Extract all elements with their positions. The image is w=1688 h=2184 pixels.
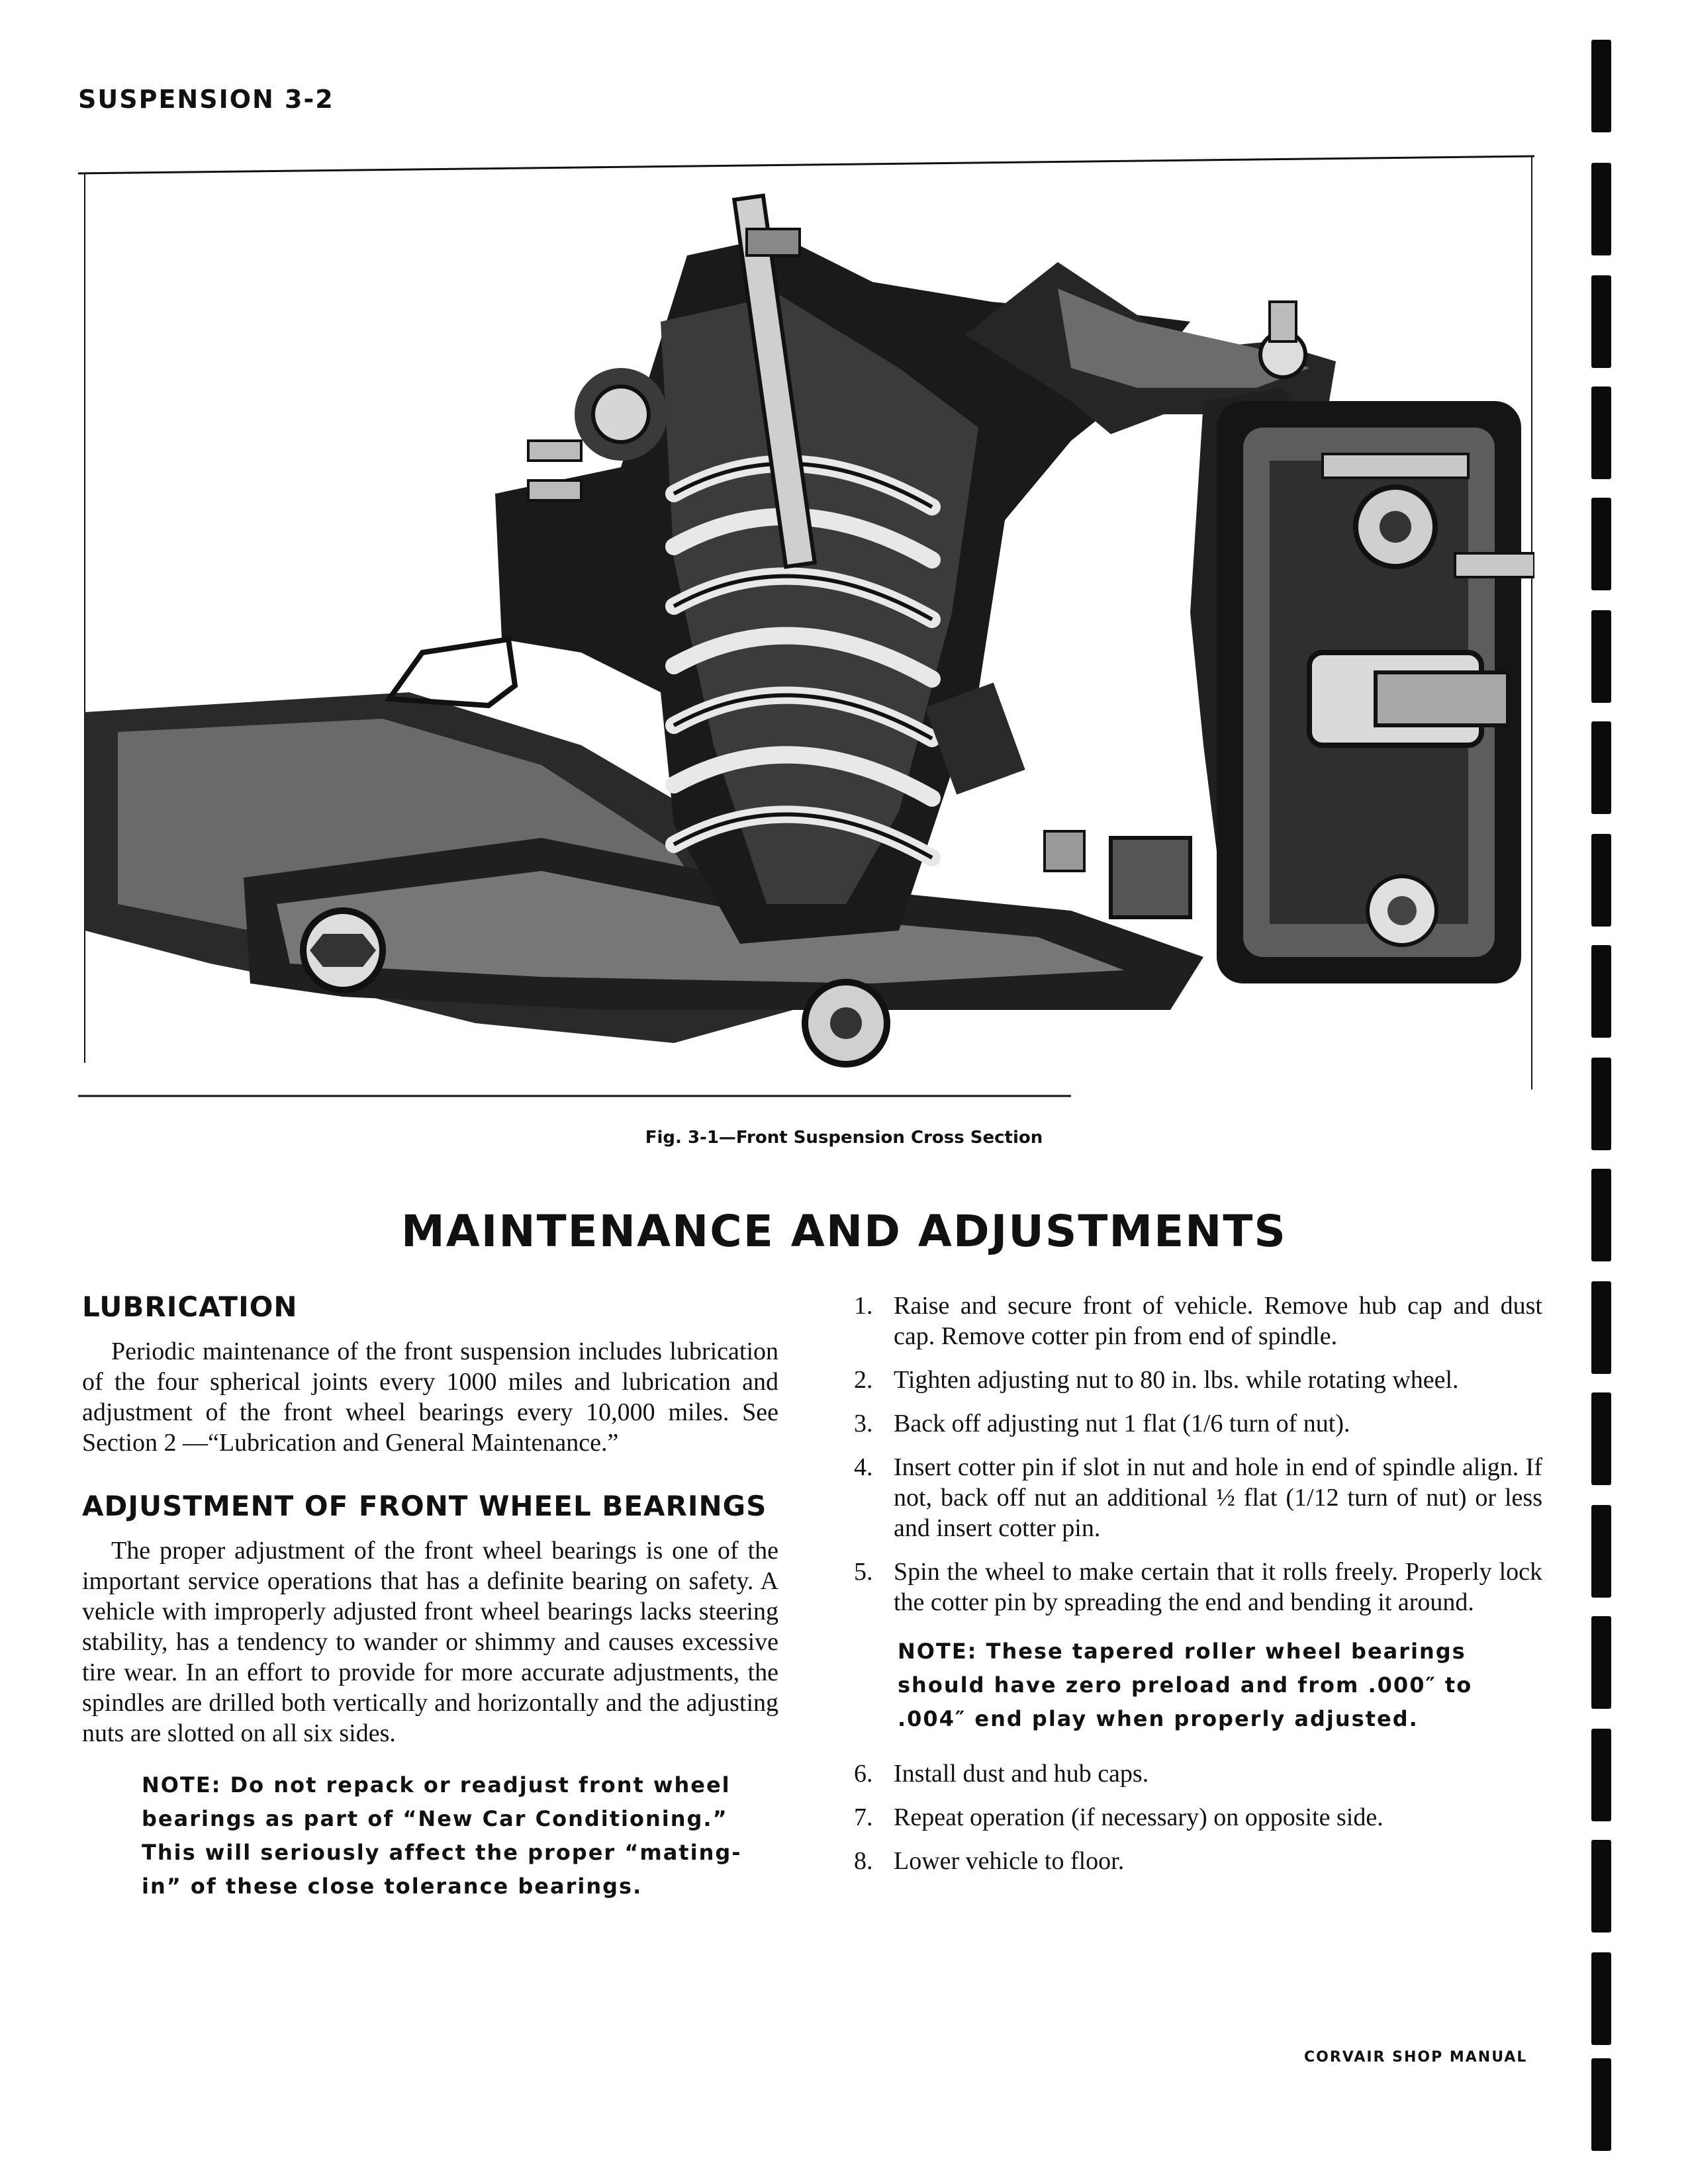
running-head: SUSPENSION 3-2 [78, 85, 334, 114]
section-title: MAINTENANCE AND ADJUSTMENTS [401, 1206, 1287, 1257]
list-item: 2. Tighten adjusting nut to 80 in. lbs. while rotating wheel. [854, 1366, 1459, 1394]
lubrication-heading: LUBRICATION [82, 1291, 298, 1323]
left-column [82, 1291, 778, 1903]
list-item: 5. Spin the wheel to make certain that it rolls freely. Properly lock the cotter pin by spreading the end and bending it around. [854, 1558, 1542, 1616]
right-column [854, 1291, 1542, 1889]
list-item: 4. Insert cotter pin if slot in nut and hole in end of spindle align. If not, back off nut an additional ½ flat (1/12 turn of nut) or less and insert cotter pin. [854, 1453, 1542, 1542]
index-tab-marks [1591, 40, 1614, 2144]
lubrication-paragraph: Periodic maintenance of the front suspension includes lubrication of the four spherical joints every 1000 miles and lubrication and adjustment of the front wheel bearings every 10,000 miles. See Section 2 —“Lubrication and General Maintenance.” [82, 1338, 778, 1457]
list-item: 7. Repeat operation (if necessary) on opposite side. [854, 1803, 1383, 1831]
front-suspension-cross-section-illustration [78, 150, 1534, 1103]
bearing-adjustment-paragraph: The proper adjustment of the front wheel bearings is one of the important service operations that has a definite bearing on safety. A vehicle with improperly adjusted front wheel bearings lacks steering stability, has a tendency to wander or shimmy and causes excessive tire wear. In an effort to provide for more accurate adjustments, the spindles are drilled both vertically and horizontally and the adjusting nuts are slotted on all six sides. [82, 1537, 778, 1747]
front-suspension-figure [78, 150, 1534, 1103]
end-play-note: NOTE: These tapered roller wheel bearings should have zero preload and from .000″ to .004″ end play when properly adjusted. [898, 1639, 1473, 1731]
adjustment-steps-list [854, 1291, 1542, 1617]
figure-caption: Fig. 3-1—Front Suspension Cross Section [645, 1128, 1043, 1148]
bearing-adjustment-heading: ADJUSTMENT OF FRONT WHEEL BEARINGS [82, 1490, 767, 1522]
list-item: 1. Raise and secure front of vehicle. Remove hub cap and dust cap. Remove cotter pin from end of spindle. [854, 1292, 1542, 1350]
page-footer: CORVAIR SHOP MANUAL [1304, 2049, 1528, 2066]
list-item: 6. Install dust and hub caps. [854, 1760, 1149, 1788]
adjustment-steps-list-continued [854, 1758, 1542, 1876]
bearing-adjustment-note: NOTE: Do not repack or readjust front wheel bearings as part of “New Car Conditioning.” This will seriously affect the proper “mating-in” of these close tolerance bearings. [142, 1772, 742, 1899]
list-item: 8. Lower vehicle to floor. [854, 1847, 1125, 1875]
list-item: 3. Back off adjusting nut 1 flat (1/6 turn of nut). [854, 1410, 1350, 1437]
